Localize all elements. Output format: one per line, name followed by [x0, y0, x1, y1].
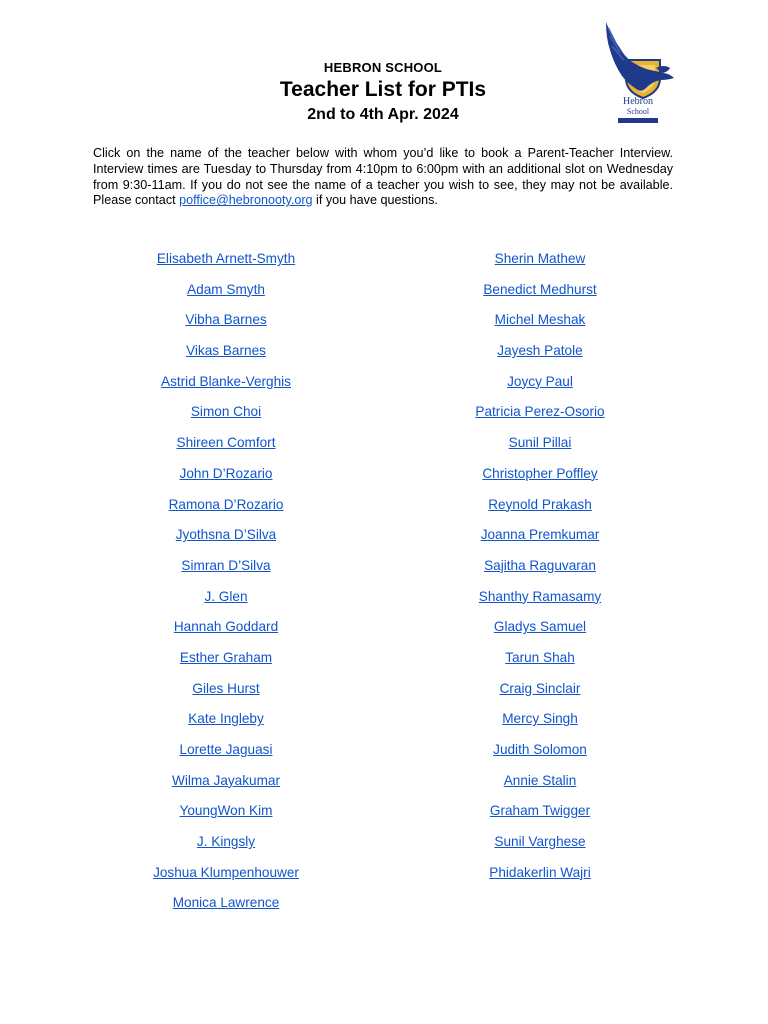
list-item — [410, 740, 670, 771]
date-range: 2nd to 4th Apr. 2024 — [307, 106, 459, 123]
teacher-link[interactable]: Kate Ingleby — [188, 711, 264, 727]
eagle-crest-icon — [598, 18, 678, 126]
teacher-link[interactable]: Sherin Mathew — [494, 251, 586, 266]
list-item — [96, 495, 356, 526]
list-item — [96, 587, 356, 618]
intro-paragraph — [93, 146, 673, 209]
teacher-link[interactable]: Vikas Barnes — [186, 343, 266, 359]
list-item — [410, 341, 670, 372]
list-item — [96, 801, 356, 832]
teacher-link[interactable]: Joanna Premkumar — [480, 527, 600, 543]
list-item — [410, 433, 670, 464]
email-link[interactable]: poffice@hebronooty.org — [179, 193, 313, 208]
teacher-link[interactable]: Hannah Goddard — [173, 619, 279, 635]
logo-text-line1: Hebron — [623, 96, 653, 107]
list-item — [96, 709, 356, 740]
list-item — [410, 556, 670, 587]
school-name: HEBRON SCHOOL — [323, 60, 443, 75]
list-item — [96, 341, 356, 372]
teacher-link[interactable]: Phidakerlin Wajri — [489, 864, 591, 880]
teacher-link[interactable]: Lorette Jaguasi — [179, 742, 273, 757]
teacher-link[interactable]: Wilma Jayakumar — [171, 772, 280, 788]
list-item — [410, 495, 670, 526]
teacher-link[interactable]: Sunil Varghese — [494, 834, 586, 850]
teacher-link[interactable]: Simran D’Silva — [181, 557, 271, 573]
teacher-link[interactable]: Patricia Perez-Osorio — [475, 404, 605, 420]
teacher-link[interactable]: Jyothsna D’Silva — [175, 527, 277, 543]
list-item — [96, 525, 356, 556]
list-item — [96, 433, 356, 464]
list-item — [96, 556, 356, 587]
list-item — [410, 863, 670, 894]
list-item — [410, 525, 670, 556]
teacher-link[interactable]: Judith Solomon — [493, 742, 587, 757]
teacher-link[interactable]: Reynold Prakash — [488, 496, 592, 512]
list-item — [96, 617, 356, 648]
list-item — [410, 372, 670, 403]
list-item — [410, 709, 670, 740]
logo-text-line2: School — [626, 107, 650, 116]
list-item — [96, 249, 356, 280]
list-item — [96, 402, 356, 433]
teacher-link[interactable]: Adam Smyth — [187, 281, 265, 297]
list-item — [96, 648, 356, 679]
list-item — [410, 280, 670, 311]
list-item — [96, 310, 356, 341]
teacher-link[interactable]: Vibha Barnes — [185, 312, 267, 328]
list-item — [96, 863, 356, 894]
teacher-list-left — [96, 249, 356, 924]
list-item — [410, 648, 670, 679]
teacher-list-right — [410, 249, 670, 893]
page-title: Teacher List for PTIs — [279, 78, 487, 101]
list-item — [96, 832, 356, 863]
teacher-link[interactable]: Benedict Medhurst — [483, 281, 597, 297]
teacher-link[interactable]: Astrid Blanke-Verghis — [161, 373, 291, 389]
list-item — [96, 771, 356, 802]
intro-text: Click on the name of the teacher below with whom you’d like to book a Parent-Teacher Interview. Interview times are Tuesday to Thursday from 4:10pm to 6:00pm with an additional slot on Wednesday from 9:30-11am. If you do not see the name of a teacher you wish to see, they may not be available. Please contact — [93, 146, 673, 208]
teacher-link[interactable]: Tarun Shah — [505, 649, 575, 665]
teacher-link[interactable]: J. Kingsly — [196, 834, 256, 850]
teacher-link[interactable]: Ramona D’Rozario — [168, 496, 284, 512]
teacher-link[interactable]: Mercy Singh — [502, 711, 578, 727]
list-item — [410, 679, 670, 710]
list-item — [410, 617, 670, 648]
teacher-link[interactable]: Elisabeth Arnett-Smyth — [156, 251, 296, 266]
teacher-link[interactable]: Joycy Paul — [507, 373, 573, 389]
teacher-link[interactable]: John D’Rozario — [179, 465, 273, 481]
list-item — [410, 832, 670, 863]
teacher-link[interactable]: Sajitha Raguvaran — [484, 557, 596, 573]
list-item — [96, 280, 356, 311]
teacher-link[interactable]: Esther Graham — [179, 649, 273, 665]
teacher-link[interactable]: Sunil Pillai — [508, 435, 572, 451]
list-item — [410, 464, 670, 495]
teacher-link[interactable]: Craig Sinclair — [499, 680, 581, 696]
list-item — [96, 740, 356, 771]
logo-ribbon — [618, 118, 658, 123]
teacher-link[interactable]: Christopher Poffley — [482, 465, 598, 481]
teacher-link[interactable]: J. Glen — [204, 588, 248, 604]
eagle-wing — [606, 22, 674, 91]
list-item — [96, 893, 356, 924]
list-item — [410, 771, 670, 802]
list-item — [410, 249, 670, 280]
teacher-link[interactable]: Simon Choi — [190, 404, 262, 420]
teacher-link[interactable]: Monica Lawrence — [172, 895, 280, 911]
teacher-link[interactable]: Joshua Klumpenhouwer — [153, 864, 299, 880]
teacher-link[interactable]: Annie Stalin — [503, 772, 577, 788]
teacher-link[interactable]: Gladys Samuel — [493, 619, 587, 635]
list-item — [410, 587, 670, 618]
list-item — [410, 310, 670, 341]
list-item — [410, 801, 670, 832]
teacher-link[interactable]: Michel Meshak — [494, 312, 586, 328]
list-item — [96, 679, 356, 710]
intro-text-end: if you have questions. — [312, 193, 438, 208]
list-item — [410, 402, 670, 433]
teacher-link[interactable]: Jayesh Patole — [497, 343, 583, 359]
teacher-link[interactable]: YoungWon Kim — [179, 803, 273, 819]
teacher-link[interactable]: Shireen Comfort — [176, 435, 276, 451]
teacher-link[interactable]: Graham Twigger — [489, 803, 591, 819]
teacher-link[interactable]: Shanthy Ramasamy — [478, 588, 602, 604]
teacher-link[interactable]: Giles Hurst — [192, 680, 260, 696]
list-item — [96, 372, 356, 403]
list-item — [96, 464, 356, 495]
